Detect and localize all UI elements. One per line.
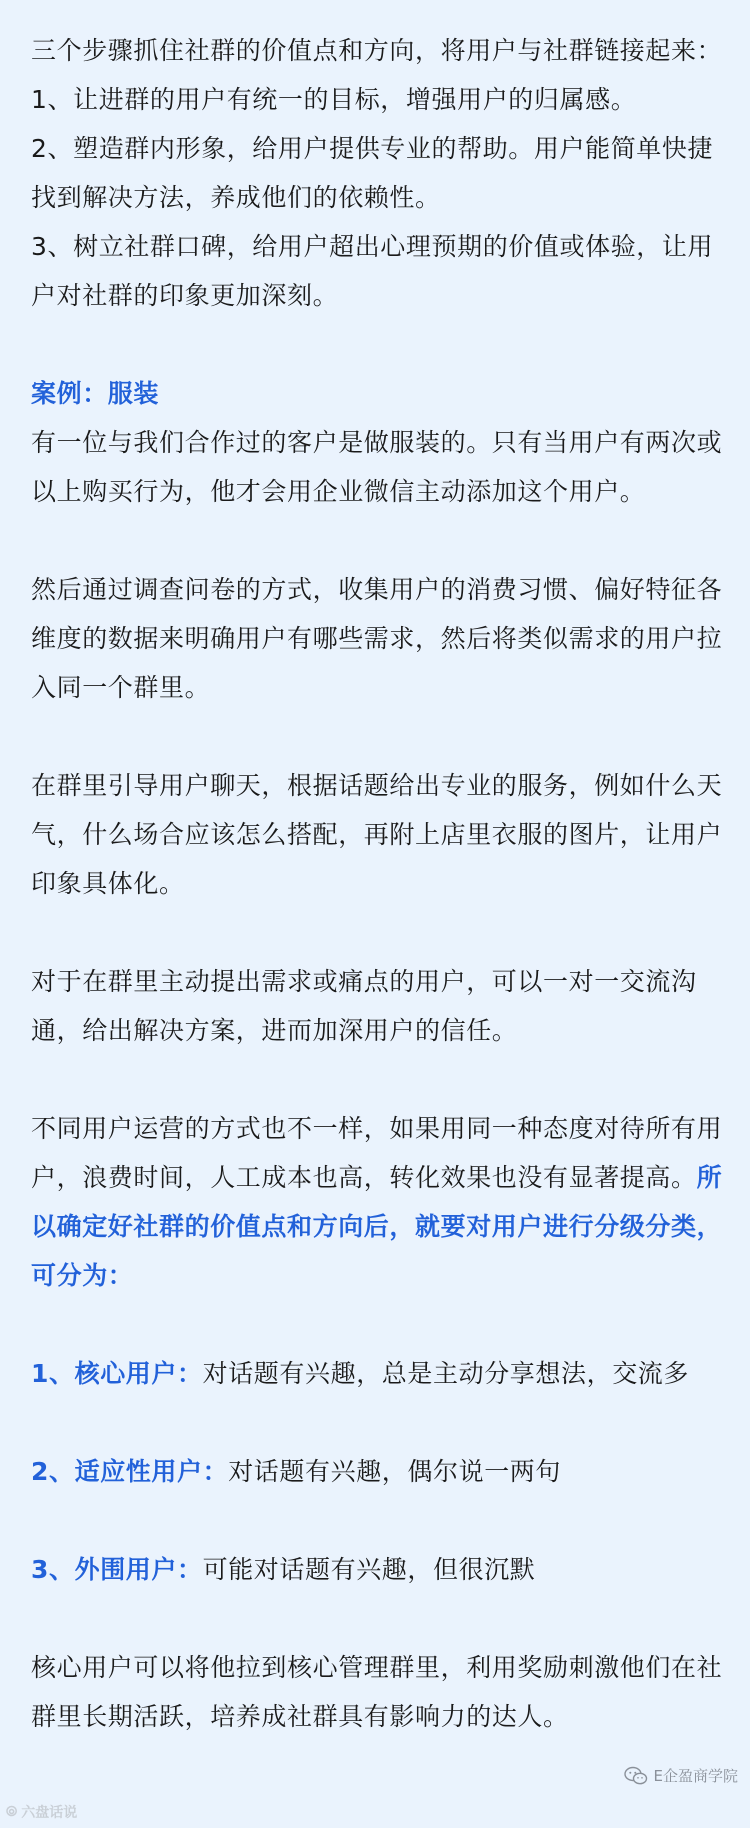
closing-paragraph: 核心用户可以将他拉到核心管理群里，利用奖励刺激他们在社群里长期活跃，培养成社群具有影响力的达人。 [31, 1653, 723, 1731]
spacer [31, 1055, 731, 1104]
case-paragraph-1: 有一位与我们合作过的客户是做服装的。只有当用户有两次或以上购买行为，他才会用企业微信主动添加这个用户。 [31, 428, 723, 506]
case-paragraph-5-normal: 不同用户运营的方式也不一样，如果用同一种态度对待所有用户，浪费时间，人工成本也高，转化效果也没有显著提高。 [31, 1114, 723, 1192]
user-level-2-desc: 对话题有兴趣，偶尔说一两句 [228, 1457, 562, 1486]
spacer [31, 908, 731, 957]
user-level-1 [31, 1349, 731, 1398]
step-item-3: 3、树立社群口碑，给用户超出心理预期的价值或体验，让用户对社群的印象更加深刻。 [31, 232, 714, 310]
case-paragraph-3: 在群里引导用户聊天，根据话题给出专业的服务，例如什么天气，什么场合应该怎么搭配，再附上店里衣服的图片，让用户印象具体化。 [31, 771, 723, 898]
step-item-1: 1、让进群的用户有统一的目标，增强用户的归属感。 [31, 85, 637, 114]
user-level-2 [31, 1447, 731, 1496]
step-item-2: 2、塑造群内形象，给用户提供专业的帮助。用户能简单快捷找到解决方法，养成他们的依赖性。 [31, 134, 714, 212]
wechat-icon [624, 1766, 648, 1786]
watermark-left [6, 1802, 77, 1822]
spacer [31, 1496, 731, 1545]
watermark-right-text: E企盈商学院 [653, 1767, 738, 1785]
spacer [31, 320, 731, 369]
case-paragraph-5 [31, 1104, 731, 1300]
user-level-2-label: 2、适应性用户： [31, 1457, 229, 1486]
article-body [31, 26, 731, 1741]
case-paragraph-4: 对于在群里主动提出需求或痛点的用户，可以一对一交流沟通，给出解决方案，进而加深用户的信任。 [31, 967, 697, 1045]
user-level-3 [31, 1545, 731, 1594]
user-level-3-label: 3、外围用户： [31, 1555, 203, 1584]
watermark-right [624, 1765, 738, 1786]
case-heading: 案例：服装 [31, 379, 160, 408]
user-level-1-label: 1、核心用户： [31, 1359, 203, 1388]
spacer [31, 1300, 731, 1349]
user-level-1-desc: 对话题有兴趣，总是主动分享想法，交流多 [202, 1359, 690, 1388]
watermark-logo-icon: ⦾ [6, 1804, 18, 1820]
watermark-left-text: 六盘话说 [21, 1805, 78, 1821]
spacer [31, 712, 731, 761]
case-paragraph-2: 然后通过调查问卷的方式，收集用户的消费习惯、偏好特征各维度的数据来明确用户有哪些需求，然后将类似需求的用户拉入同一个群里。 [31, 575, 723, 702]
intro-paragraph: 三个步骤抓住社群的价值点和方向，将用户与社群链接起来： [31, 36, 723, 65]
case-paragraph-5-emphasis: 所以确定好社群的价值点和方向后，就要对用户进行分级分类，可分为： [31, 1163, 723, 1290]
spacer [31, 516, 731, 565]
watermark-bar [0, 1768, 750, 1828]
spacer [31, 1398, 731, 1447]
user-level-3-desc: 可能对话题有兴趣，但很沉默 [202, 1555, 536, 1584]
spacer [31, 1594, 731, 1643]
